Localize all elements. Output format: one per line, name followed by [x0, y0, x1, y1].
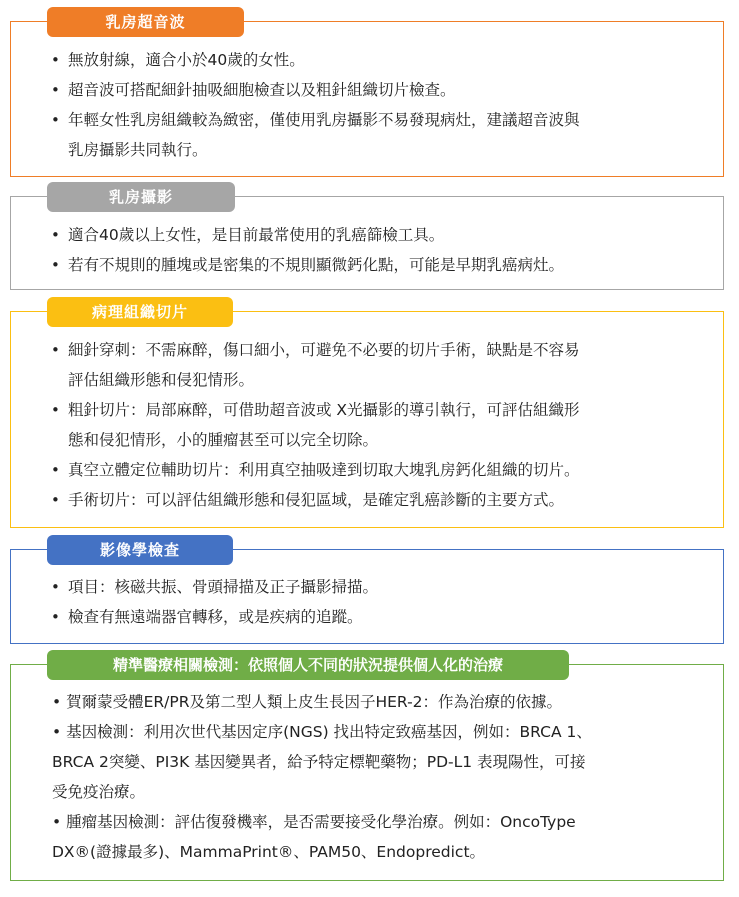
section-title-precision-medicine: 精準醫療相關檢測：依照個人不同的狀況提供個人化的治療 — [47, 650, 569, 680]
bullet: • — [52, 813, 67, 831]
list-item: • 若有不規則的腫塊或是密集的不規則顯微鈣化點，可能是早期乳癌病灶。 — [51, 256, 565, 274]
list-item: • 手術切片：可以評估組織形態和侵犯區域，是確定乳癌診斷的主要方式。 — [51, 491, 565, 509]
list-item: • 適合40歲以上女性，是目前最常使用的乳癌篩檢工具。 — [51, 226, 445, 244]
pathology-biopsy-list — [0, 335, 739, 515]
section-title-imaging: 影像學檢查 — [47, 535, 233, 565]
list-item: • 超音波可搭配細針抽吸細胞檢查以及粗針組織切片檢查。 — [51, 81, 456, 99]
breast-ultrasound-list — [0, 45, 739, 165]
list-item: • 粗針切片：局部麻醉，可借助超音波或 X光攝影的導引執行，可評估組織形 態和侵犯情形，小的腫瘤甚至可以完全切除。 — [51, 401, 580, 449]
section-title-pathology-biopsy: 病理組織切片 — [47, 297, 233, 327]
list-item: • 年輕女性乳房組織較為緻密，僅使用乳房攝影不易發現病灶，建議超音波與 乳房攝影共同執行。 — [51, 111, 580, 159]
imaging-list — [0, 572, 739, 632]
list-item: • 無放射線，適合小於40歲的女性。 — [51, 51, 305, 69]
mammography-list — [0, 220, 739, 280]
list-item: • 項目：核磁共振、骨頭掃描及正子攝影掃描。 — [51, 578, 379, 596]
precision-medicine-list — [0, 687, 739, 867]
bullet: • — [52, 693, 67, 711]
bullet: • — [52, 723, 67, 741]
list-item: • 細針穿刺：不需麻醉，傷口細小，可避免不必要的切片手術，缺點是不容易 評估組織形態和侵犯情形。 — [51, 341, 580, 389]
list-item: • 檢查有無遠端器官轉移，或是疾病的追蹤。 — [51, 608, 363, 626]
list-item: • 真空立體定位輔助切片：利用真空抽吸達到切取大塊乳房鈣化組織的切片。 — [51, 461, 580, 479]
section-title-mammography: 乳房攝影 — [47, 182, 235, 212]
section-title-breast-ultrasound: 乳房超音波 — [47, 7, 244, 37]
list-item: • 腫瘤基因檢測：評估復發機率，是否需要接受化學治療。例如：OncoType DX®(證據最多)、MammaPrint®、PAM50、Endopredict。 — [52, 813, 576, 861]
list-item: • 賀爾蒙受體ER/PR及第二型人類上皮生長因子HER-2：作為治療的依據。 — [52, 693, 563, 711]
list-item: • 基因檢測：利用次世代基因定序(NGS) 找出特定致癌基因，例如：BRCA 1、 BRCA 2突變、PI3K 基因變異者，給予特定標靶藥物；PD-L1 表現陽性，可接 受免疫治療。 — [52, 723, 592, 801]
